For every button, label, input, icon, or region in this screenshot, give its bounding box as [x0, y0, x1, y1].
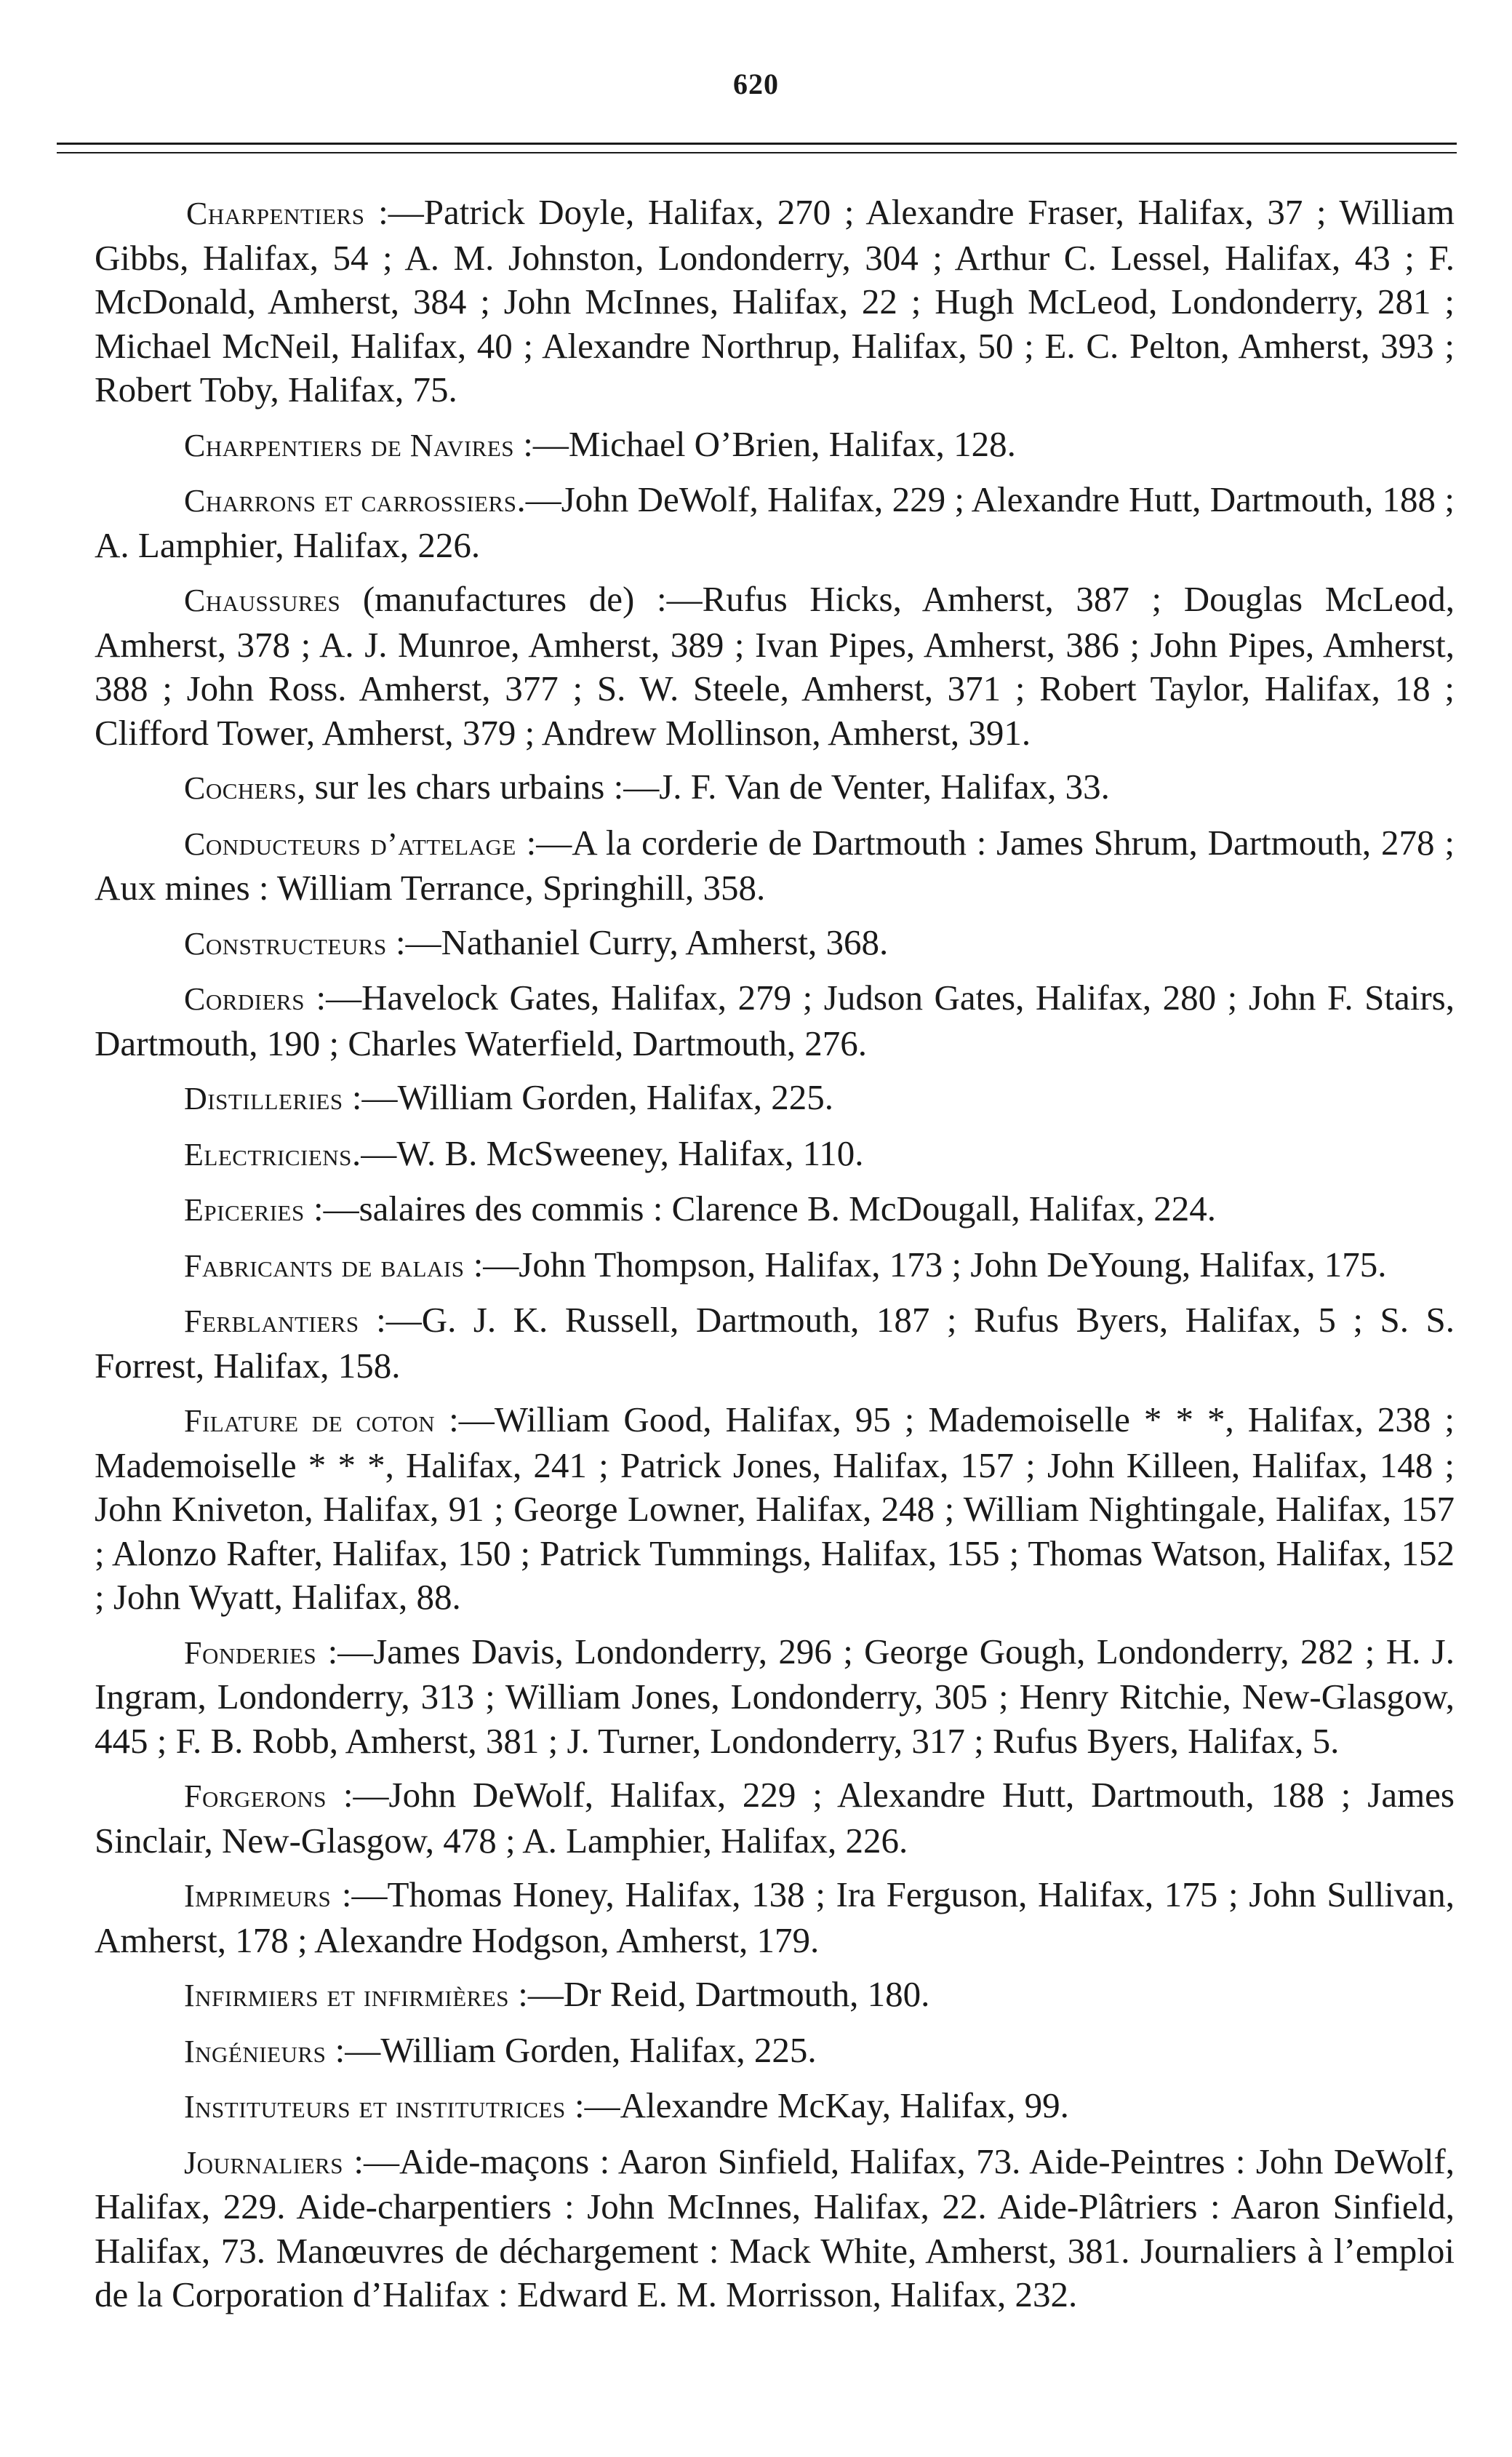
entry-text: :—G. J. K. Russell, Dartmouth, 187 ; Rufus Byers, Halifax, 5 ; S. S. Forrest, Halifax, 158.: [95, 1300, 1455, 1386]
entry-heading: Charpentiers de Navires: [184, 427, 515, 463]
entry-text: :—Patrick Doyle, Halifax, 270 ; Alexandre Fraser, Halifax, 37 ; William Gibbs, Halifax, 54 ; A. M. Johnston, Londonderry, 304 ; Arthur C. Lessel, Halifax, 43 ; F. McDonald, Amherst, 384 ; John McInnes, Halifax, 22 ; Hugh McLeod, Londonderry, 281 ; Michael McNeil, Halifax, 40 ; Alexandre Northrup, Halifax, 50 ; E. C. Pelton, Amherst, 393 ; Robert Toby, Halifax, 75.: [95, 192, 1455, 410]
entry-journaliers: [95, 2140, 1455, 2317]
entry-heading: Constructeurs: [184, 925, 387, 962]
entry-epiceries: [95, 1187, 1455, 1233]
directory-listing: [95, 191, 1455, 2328]
entry-heading: Ingénieurs: [184, 2033, 327, 2069]
entry-heading: Distilleries: [184, 1081, 343, 1116]
entry-imprimeurs: [95, 1873, 1455, 1962]
entry-text: :—Alexandre McKay, Halifax, 99.: [565, 2085, 1069, 2125]
entry-cochers: [95, 765, 1455, 811]
entry-text: :—Thomas Honey, Halifax, 138 ; Ira Ferguson, Halifax, 175 ; John Sullivan, Amherst, 178 ; Alexandre Hodgson, Amherst, 179.: [95, 1874, 1455, 1960]
entry-heading: Journaliers: [184, 2144, 343, 2181]
entry-heading: Ferblantiers: [184, 1303, 359, 1339]
entry-instituteurs-et-institutrices: [95, 2084, 1455, 2130]
entry-heading: Conducteurs d’attelage: [184, 826, 516, 862]
entry-heading: Instituteurs et institutrices: [184, 2089, 566, 2125]
entry-charpentiers-de-navires: [95, 423, 1455, 468]
entry-heading: Imprimeurs: [184, 1878, 332, 1914]
entry-text: (manufactures de) :—Rufus Hicks, Amherst, 387 ; Douglas McLeod, Amherst, 378 ; A. J. Munroe, Amherst, 389 ; Ivan Pipes, Amherst, 386 ; John Pipes, Amherst, 388 ; John Ross. Amherst, 377 ; S. W. Steele, Amherst, 371 ; Robert Taylor, Halifax, 18 ; Clifford Tower, Amherst, 379 ; Andrew Mollinson, Amherst, 391.: [95, 579, 1455, 753]
entry-electriciens: [95, 1132, 1455, 1178]
entry-text: :—Havelock Gates, Halifax, 279 ; Judson Gates, Halifax, 280 ; John F. Stairs, Dartmouth, 190 ; Charles Waterfield, Dartmouth, 276.: [95, 978, 1455, 1063]
entry-text: :—A la corderie de Dartmouth : James Shrum, Dartmouth, 278 ; Aux mines : William Terrance, Springhill, 358.: [95, 822, 1455, 908]
entry-text: :—William Good, Halifax, 95 ; Mademoiselle * * *, Halifax, 238 ; Mademoiselle * * *, Halifax, 241 ; Patrick Jones, Halifax, 157 ; John Killeen, Halifax, 148 ; John Kniveton, Halifax, 91 ; George Lowner, Halifax, 248 ; William Nightingale, Halifax, 157 ; Alonzo Rafter, Halifax, 150 ; Patrick Tummings, Halifax, 155 ; Thomas Watson, Halifax, 152 ; John Wyatt, Halifax, 88.: [95, 1399, 1455, 1617]
entry-constructeurs: [95, 921, 1455, 967]
entry-conducteurs-d-attelage: [95, 821, 1455, 911]
entry-text: :—Michael O’Brien, Halifax, 128.: [514, 423, 1016, 464]
entry-text: .—John DeWolf, Halifax, 229 ; Alexandre Hutt, Dartmouth, 188 ; A. Lamphier, Halifax, 226.: [95, 479, 1455, 565]
entry-charrons-et-carrossiers: [95, 478, 1455, 567]
entry-heading: Chaussures: [184, 583, 341, 618]
entry-heading: Epiceries: [184, 1192, 305, 1228]
entry-heading: Electriciens: [184, 1136, 352, 1172]
entry-text: :—James Davis, Londonderry, 296 ; George Gough, Londonderry, 282 ; H. J. Ingram, Londonderry, 313 ; William Jones, Londonderry, 305 ; Henry Ritchie, New-Glasgow, 445 ; F. B. Robb, Amherst, 381 ; J. Turner, Londonderry, 317 ; Rufus Byers, Halifax, 5.: [95, 1631, 1455, 1761]
entry-cordiers: [95, 976, 1455, 1066]
entry-distilleries: [95, 1076, 1455, 1122]
entry-chaussures: [95, 578, 1455, 755]
entry-text: :—William Gorden, Halifax, 225.: [326, 2029, 817, 2070]
entry-filature-de-coton: [95, 1398, 1455, 1620]
entry-heading: Fonderies: [184, 1634, 317, 1671]
entry-fonderies: [95, 1630, 1455, 1764]
entry-heading: Cochers: [184, 770, 297, 806]
entry-forgerons: [95, 1773, 1455, 1863]
entry-text: :—John Thompson, Halifax, 173 ; John DeYoung, Halifax, 175.: [464, 1244, 1387, 1285]
entry-text: :—John DeWolf, Halifax, 229 ; Alexandre Hutt, Dartmouth, 188 ; James Sinclair, New-Glasgow, 478 ; A. Lamphier, Halifax, 226.: [95, 1775, 1455, 1861]
header-rule-bottom: [57, 152, 1457, 153]
entry-heading: Charrons et carrossiers: [184, 483, 517, 519]
entry-infirmiers-et-infirmieres: [95, 1973, 1455, 2018]
entry-text: :—William Gorden, Halifax, 225.: [343, 1077, 833, 1117]
header-rule-top: [57, 143, 1457, 145]
entry-text: :—Nathaniel Curry, Amherst, 368.: [386, 922, 889, 962]
entry-text: :—Aide-maçons : Aaron Sinfield, Halifax, 73. Aide-Peintres : John DeWolf, Halifax, 229. Aide-charpentiers : John McInnes, Halifax, 22. Aide-Plâtriers : Aaron Sinfield, Halifax, 73. Manœuvres de déchargement : Mack White, Amherst, 381. Journaliers à l’emploi de la Corporation d’Halifax : Edward E. M. Morrisson, Halifax, 232.: [95, 2141, 1455, 2314]
entry-text: , sur les chars urbains :—J. F. Van de Venter, Halifax, 33.: [297, 767, 1110, 807]
entry-fabricants-de-balais: [95, 1243, 1455, 1289]
entry-ingenieurs: [95, 2029, 1455, 2074]
entry-heading: Fabricants de balais: [184, 1247, 465, 1284]
page-number: 620: [733, 68, 779, 100]
entry-charpentiers: [95, 191, 1455, 412]
entry-ferblantiers: [95, 1298, 1455, 1388]
entry-text: :—Dr Reid, Dartmouth, 180.: [509, 1974, 930, 2014]
entry-heading: Filature de coton: [184, 1403, 436, 1439]
entry-heading: Charpentiers: [186, 196, 365, 231]
entry-heading: Cordiers: [184, 981, 305, 1017]
entry-text: .—W. B. McSweeney, Halifax, 110.: [351, 1132, 864, 1173]
entry-heading: Infirmiers et infirmières: [184, 1978, 510, 2013]
entry-text: :—salaires des commis : Clarence B. McDougall, Halifax, 224.: [304, 1188, 1217, 1228]
entry-heading: Forgerons: [184, 1778, 327, 1814]
